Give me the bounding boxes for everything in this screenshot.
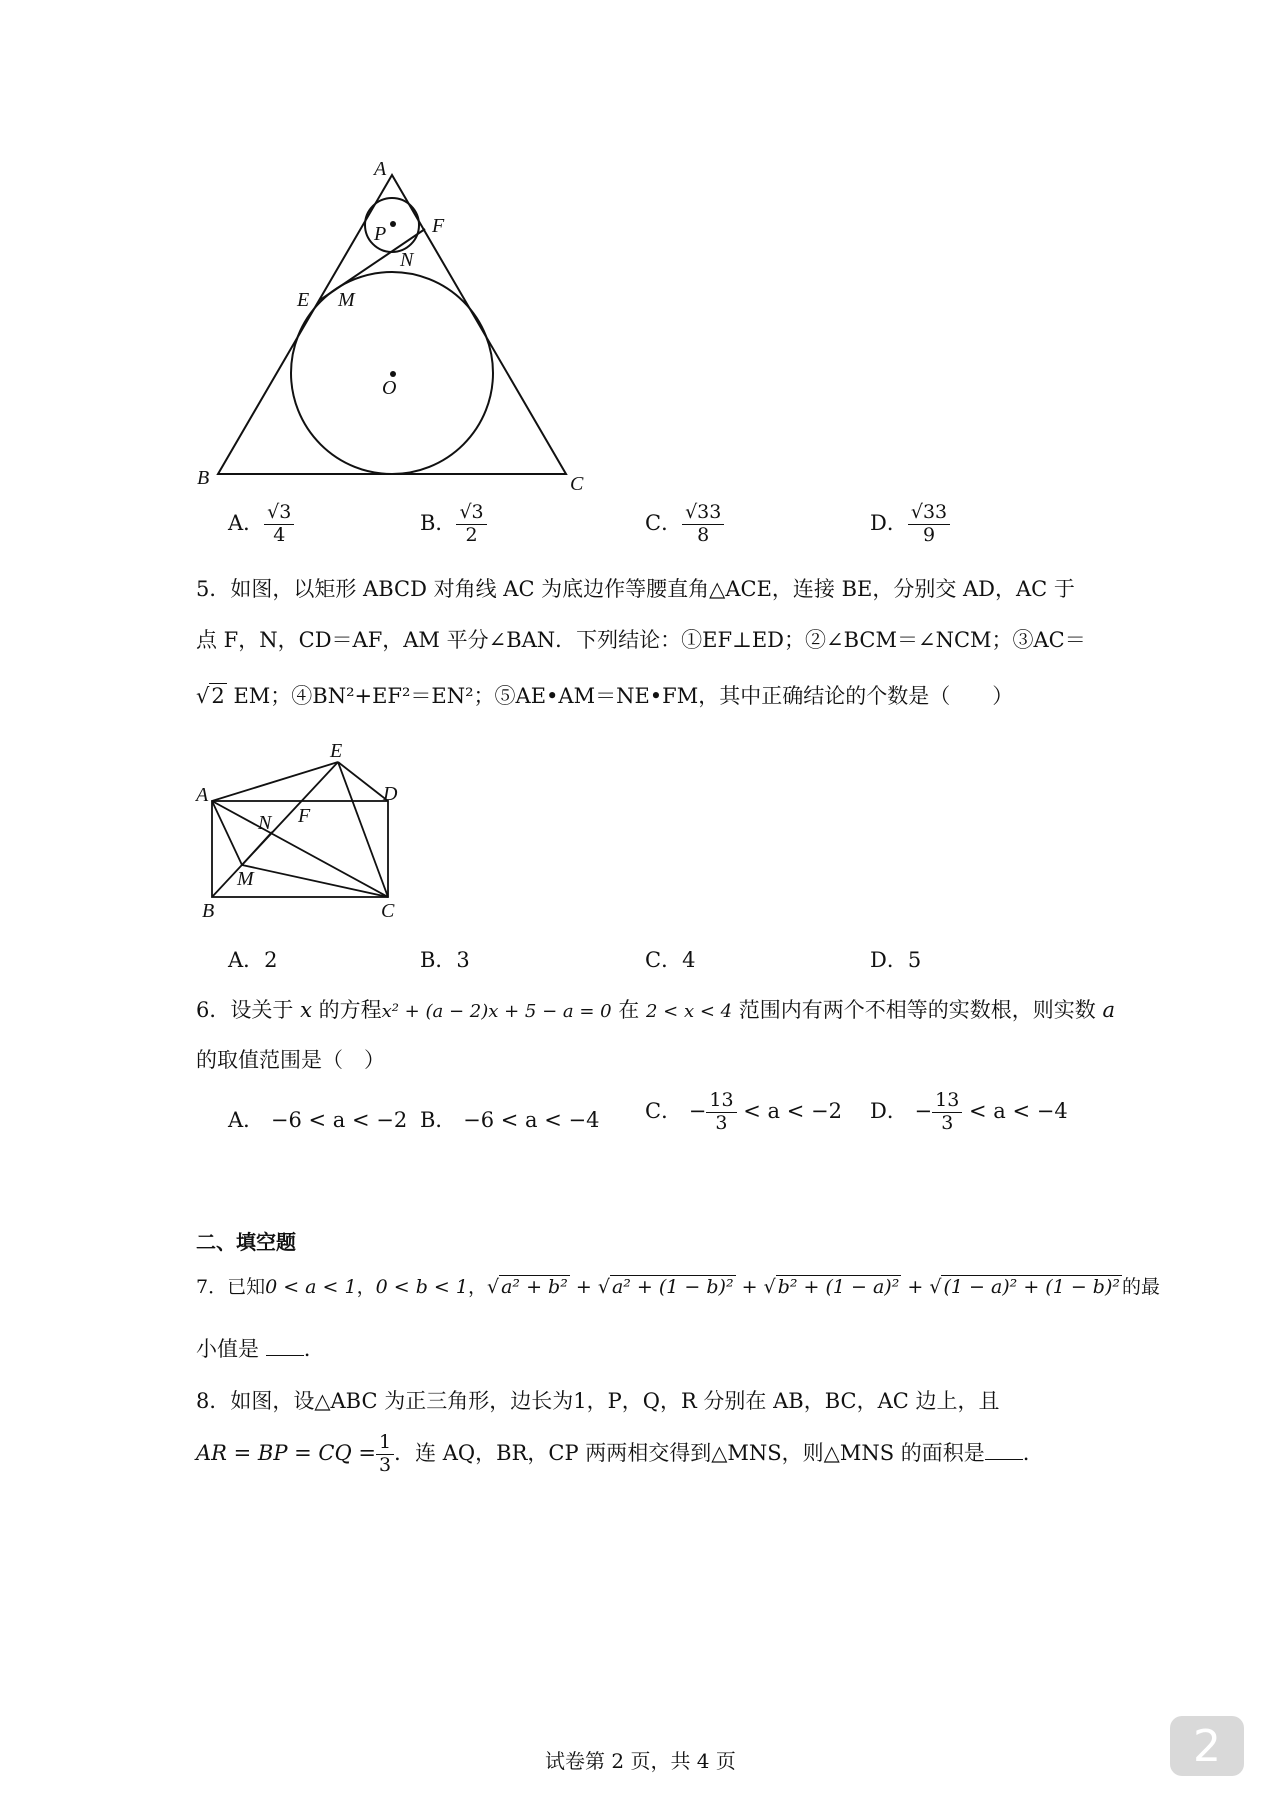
q5-line-2: 点 F，N，CD＝AF，AM 平分∠BAN．下列结论：①EF⊥ED；②∠BCM＝∠NCM；③AC＝ — [196, 628, 1086, 652]
q7-radical-4: (1 − a)² + (1 − b)² — [943, 1276, 1120, 1298]
q7-line-1: 7．已知0 < a < 1，0 < b < 1，√ a² + b² + √ a² + (1 − b)² + √ b² + (1 − a)² + √ (1 − a)² + (1 − b)² 的最 — [196, 1276, 1161, 1298]
q4-label-b: B — [197, 467, 210, 489]
q7-line-2: 小值是 . — [196, 1337, 311, 1361]
q4-figure — [195, 150, 615, 490]
q5-option-a: A．2 — [228, 948, 278, 972]
q7-answer-blank[interactable] — [266, 1337, 304, 1356]
page-number-badge[interactable]: 2 — [1170, 1716, 1244, 1776]
q5-label-a: A — [196, 784, 209, 806]
q6-option-c: C． − $\frac{13}{3}$ < a < −2 — [645, 1089, 842, 1134]
q6-option-a: A． −6 < a < −2 — [228, 1108, 408, 1132]
page-footer: 试卷第 2 页，共 4 页 — [545, 1749, 736, 1773]
q6-option-b: B． −6 < a < −4 — [420, 1108, 600, 1132]
q5-label-f: F — [298, 805, 311, 827]
section-fill-blank-title: 二、填空题 — [196, 1230, 296, 1254]
q7-radical-1: a² + b² — [501, 1276, 568, 1298]
q4-point-p — [390, 221, 396, 227]
q4-option-a: A． $\frac{√3}{4}$ — [228, 502, 294, 547]
q5-label-e: E — [330, 740, 343, 762]
q5-figure — [195, 735, 415, 925]
q5-option-c: C．4 — [645, 948, 696, 972]
q8-line-2: AR = BP = CQ = $\frac{1}{3}$ ．连 AQ，BR，CP 两两相交得到△MNS，则△MNS 的面积是 . — [196, 1431, 1030, 1476]
q5-label-n: N — [258, 812, 272, 834]
q5-option-d: D．5 — [870, 948, 922, 972]
q5-am — [212, 801, 242, 865]
q5-sqrt-value: 2 — [211, 684, 225, 708]
q5-cm — [242, 865, 388, 897]
q6-option-d: D． − $\frac{13}{3}$ < a < −4 — [870, 1089, 1068, 1134]
q4-label-e: E — [297, 289, 310, 311]
q5-label-m: M — [237, 868, 254, 890]
q5-line-1: 5．如图，以矩形 ABCD 对角线 AC 为底边作等腰直角△ACE，连接 BE，分别交 AD，AC 于 — [196, 577, 1075, 601]
q6-line-2: 的取值范围是（ ） — [196, 1048, 385, 1072]
q5-label-c: C — [381, 900, 395, 922]
q4-label-f: F — [432, 215, 445, 237]
q4-label-c: C — [570, 473, 584, 490]
q5-mn — [242, 832, 272, 865]
q4-label-a: A — [374, 158, 387, 180]
q5-option-b: B．3 — [420, 948, 470, 972]
q4-triangle — [218, 175, 566, 474]
q4-label-n: N — [400, 249, 414, 271]
q7-radical-3: b² + (1 − a)² — [777, 1276, 900, 1298]
q4-option-d: D． $\frac{√33}{9}$ — [870, 502, 950, 547]
q5-label-d: D — [383, 783, 398, 805]
q7-radical-2: a² + (1 − b)² — [611, 1276, 734, 1298]
q8-answer-blank[interactable] — [985, 1441, 1023, 1460]
q4-label-m: M — [338, 289, 355, 311]
q5-line-3: √2 EM；④BN²+EF²＝EN²；⑤AE•AM＝NE•FM，其中正确结论的个数是（ ） — [196, 684, 1014, 708]
q4-label-p: P — [374, 223, 387, 245]
q4-option-c: C． $\frac{√33}{8}$ — [645, 502, 724, 547]
q8-line-1: 8．如图，设△ABC 为正三角形，边长为1，P，Q，R 分别在 AB，BC，AC 边上，且 — [196, 1389, 1000, 1413]
q6-line-1: 6．设关于 x 的方程x² + (a − 2)x + 5 − a = 0 在 2 < x < 4 范围内有两个不相等的实数根，则实数 a — [196, 998, 1115, 1022]
q5-label-b: B — [202, 900, 215, 922]
q4-option-b: B． $\frac{√3}{2}$ — [420, 502, 487, 547]
q4-label-o: O — [382, 377, 397, 399]
